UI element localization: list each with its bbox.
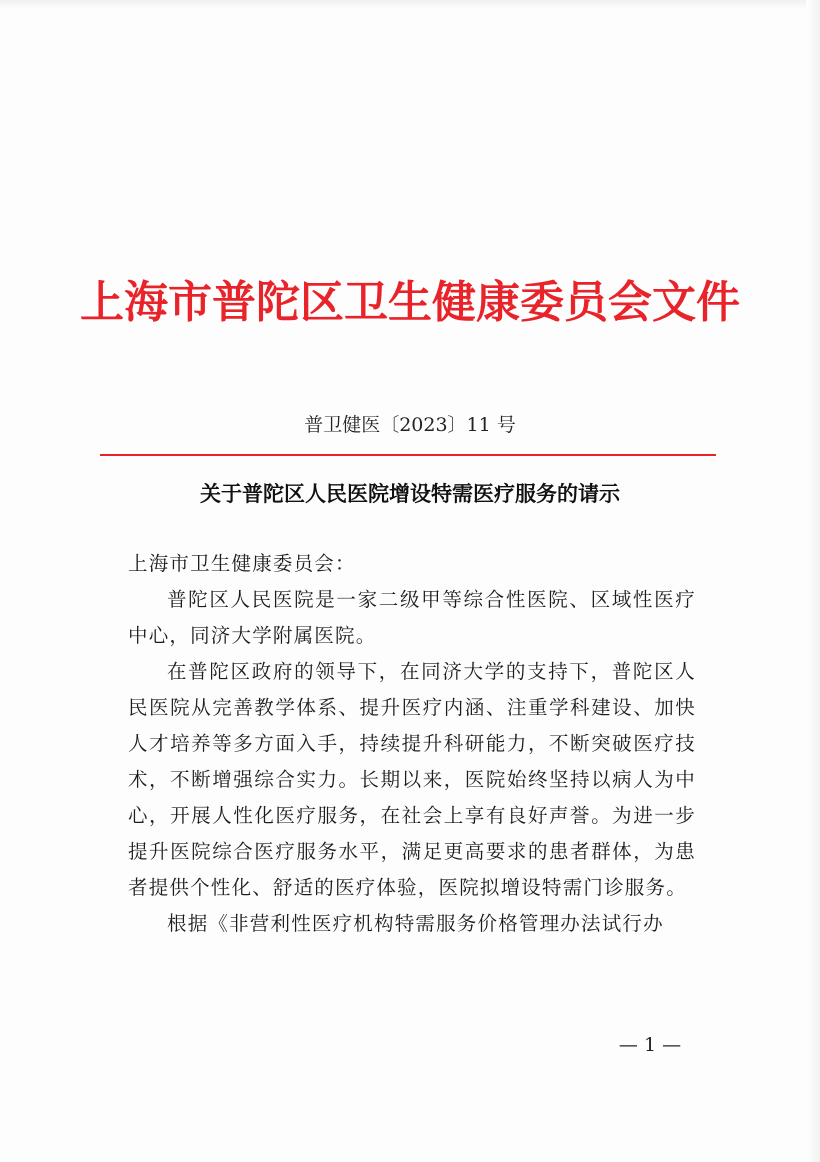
issuing-authority-title: 上海市普陀区卫生健康委员会文件 xyxy=(80,277,740,328)
paragraph: 根据《非营利性医疗机构特需服务价格管理办法试行办 xyxy=(167,912,664,935)
page-number: — 1 — xyxy=(618,1034,682,1056)
paragraph: 普陀区人民医院是一家二级甲等综合性医院、区域性医疗中心，同济大学附属医院。 xyxy=(128,588,696,647)
red-divider-line xyxy=(100,454,716,456)
paragraph: 在普陀区政府的领导下，在同济大学的支持下，普陀区人民医院从完善教学体系、提升医疗内涵、注重学科建设、加快人才培养等多方面入手，持续提升科研能力，不断突破医疗技术，不断增强综合实力。长期以来，医院始终坚持以病人为中心，开展人性化医疗服务，在社会上享有良好声誉。为进一步提升医院综合医疗服务水平，满足更高要求的患者群体，为患者提供个性化、舒适的医疗体验，医院拟增设特需门诊服务。 xyxy=(128,660,696,899)
scan-shadow-top xyxy=(0,0,820,10)
document-subject: 关于普陀区人民医院增设特需医疗服务的请示 xyxy=(200,481,620,506)
scan-shadow-right xyxy=(806,0,820,1162)
document-number: 普卫健医〔2023〕11 号 xyxy=(304,414,516,436)
salutation: 上海市卫生健康委员会： xyxy=(128,552,356,575)
document-body xyxy=(128,546,696,942)
